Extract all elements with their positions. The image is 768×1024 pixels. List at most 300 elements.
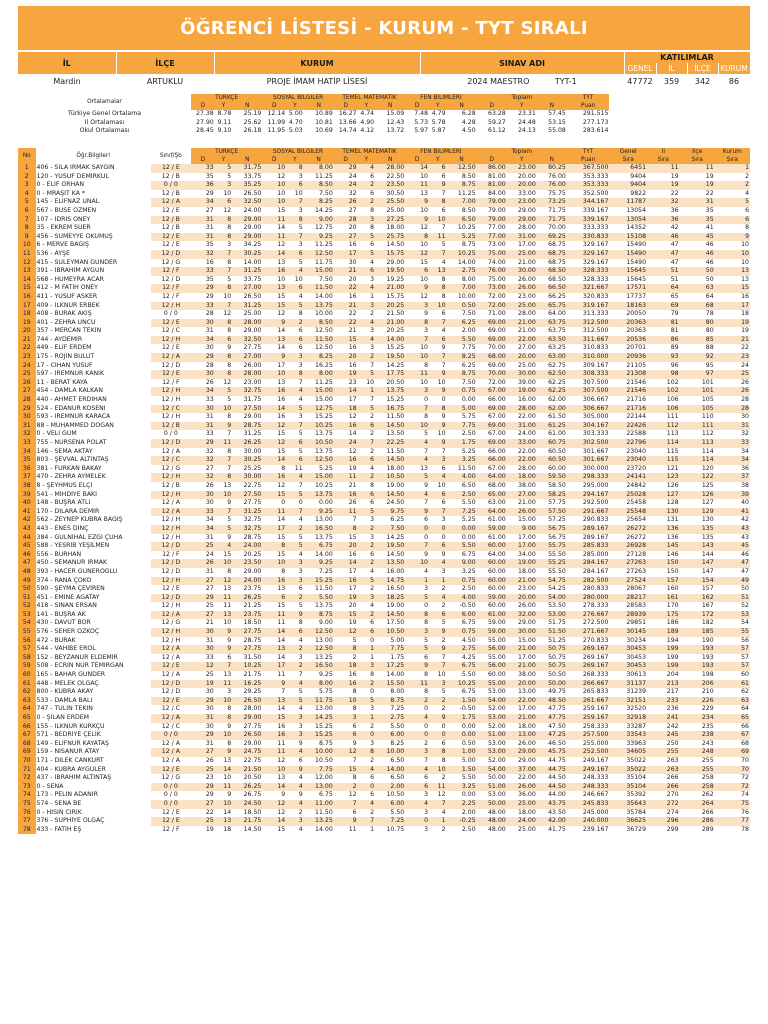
cell-value: 19.50: [375, 542, 405, 551]
cell-value: 111: [647, 413, 680, 422]
cell-value: 1: [405, 577, 429, 586]
table-row: [18, 551, 750, 560]
cell-value: 11: [215, 680, 233, 689]
cell-value: 14: [215, 809, 233, 818]
cell-value: 21.50: [375, 310, 405, 319]
avg-col-header: D: [405, 102, 429, 110]
cell-value: 18: [334, 405, 358, 414]
cell-value: 20.50: [375, 379, 405, 388]
cell-value: 269.167: [567, 654, 610, 663]
student-name: 418 - SİNAN ERSAN: [36, 602, 97, 610]
cell-value: 28: [715, 405, 750, 414]
cell-value: 4: [358, 284, 376, 293]
cell-value: 2: [358, 680, 376, 689]
class-section: 12 / A: [151, 198, 191, 207]
cell-value: 20.50: [232, 774, 262, 783]
student-name: 0 - SENA: [36, 782, 64, 790]
table-col-header: Y: [215, 156, 233, 164]
cell-value: 21: [334, 302, 358, 311]
cell-value: 35: [191, 241, 215, 250]
student-name: 0 - MRAŞİT KA *: [36, 189, 85, 197]
average-value: 61.12: [477, 127, 507, 136]
cell-value: 50.75: [537, 654, 567, 663]
cell-value: 28217: [609, 594, 647, 603]
cell-value: 53.00: [477, 688, 507, 697]
cell-value: 8: [215, 714, 233, 723]
cell-value: 8: [334, 688, 358, 697]
cell-value: 17737: [609, 293, 647, 302]
cell-value: 7: [405, 448, 429, 457]
cell-value: 102: [647, 379, 680, 388]
cell-value: 2: [358, 542, 376, 551]
class-section: 12 / A: [151, 714, 191, 723]
cell-value: 61.00: [477, 611, 507, 620]
cell-value: 30: [191, 370, 215, 379]
row-number: 11: [18, 250, 36, 259]
cell-value: 105: [680, 396, 715, 405]
cell-value: 76: [715, 809, 750, 818]
cell-value: 56.75: [537, 534, 567, 543]
student-name: 449 - ELİF ERDEM: [36, 344, 92, 352]
cell-value: 145: [647, 542, 680, 551]
cell-value: 10: [429, 302, 447, 311]
cell-value: 74: [715, 791, 750, 800]
student-name: 574 - SENA BE: [36, 799, 82, 807]
table-group-header: Genel: [609, 148, 647, 156]
cell-value: 7.25: [304, 568, 334, 577]
cell-value: 33: [191, 267, 215, 276]
avg-col-header: N: [447, 102, 477, 110]
cell-value: 60.00: [537, 465, 567, 474]
cell-value: 58.50: [537, 482, 567, 491]
cell-value: 4: [715, 190, 750, 199]
row-number: 21: [18, 336, 36, 345]
cell-value: 77.00: [477, 224, 507, 233]
cell-value: 30: [334, 259, 358, 268]
cell-value: 10: [405, 559, 429, 568]
student-name: 376 - SÜPHİYE OLGAÇ: [36, 817, 105, 825]
cell-value: 233: [647, 697, 680, 706]
cell-value: 24.50: [375, 499, 405, 508]
cell-value: 115: [647, 448, 680, 457]
cell-value: 5: [429, 688, 447, 697]
cell-value: 1.50: [447, 697, 477, 706]
cell-value: 248.333: [567, 774, 610, 783]
cell-value: 46: [647, 233, 680, 242]
cell-value: 6: [286, 284, 304, 293]
cell-value: 0.50: [447, 302, 477, 311]
cell-value: 0: [358, 688, 376, 697]
table-row: [18, 456, 750, 465]
row-number: 63: [18, 697, 36, 706]
cell-value: 28.75: [232, 534, 262, 543]
cell-value: 25.00: [507, 250, 537, 259]
cell-value: 22.00: [507, 336, 537, 345]
table-col-header: N: [304, 156, 334, 164]
cell-value: 6: [429, 740, 447, 749]
katilimlar-header: KATILIMLAR: [624, 52, 750, 63]
cell-value: 24.00: [232, 207, 262, 216]
cell-value: 10: [715, 241, 750, 250]
cell-value: 300.000: [567, 465, 610, 474]
cell-value: 16: [334, 362, 358, 371]
cell-value: 114: [680, 456, 715, 465]
student-name: 384 - GÜLNİHAL EZGİ ÇUHA: [36, 533, 123, 541]
cell-value: 4: [286, 800, 304, 809]
cell-value: 6: [405, 267, 429, 276]
cell-value: 60.00: [477, 671, 507, 680]
student-name: 744 - AYDEMİR: [36, 335, 83, 343]
class-section: 12 / H: [151, 602, 191, 611]
cell-value: 26.00: [507, 783, 537, 792]
cell-value: 12: [215, 310, 233, 319]
cell-value: 68: [680, 302, 715, 311]
cell-value: 7: [429, 662, 447, 671]
cell-value: 14: [215, 766, 233, 775]
cell-value: 10.75: [375, 826, 405, 835]
cell-value: 102: [647, 387, 680, 396]
cell-value: 28: [334, 216, 358, 225]
cell-value: 0: [429, 723, 447, 732]
cell-value: 2.50: [447, 491, 477, 500]
cell-value: 2: [358, 181, 376, 190]
cell-value: 21308: [609, 370, 647, 379]
cell-value: 7: [429, 448, 447, 457]
cell-value: 10.25: [232, 662, 262, 671]
cell-value: 7: [286, 482, 304, 491]
cell-value: 48.50: [537, 697, 567, 706]
cell-value: 296: [647, 817, 680, 826]
cell-value: 51: [647, 276, 680, 285]
cell-value: 10: [262, 276, 286, 285]
cell-value: 34: [715, 448, 750, 457]
cell-value: 129: [680, 508, 715, 517]
cell-value: 5: [215, 396, 233, 405]
cell-value: 3: [215, 688, 233, 697]
cell-value: 19.00: [507, 559, 537, 568]
row-number: 23: [18, 353, 36, 362]
cell-value: 48.00: [477, 817, 507, 826]
table-row: [18, 619, 750, 628]
average-value: 59.27: [477, 119, 507, 128]
cell-value: 31.75: [232, 396, 262, 405]
cell-value: 9.75: [375, 508, 405, 517]
cell-value: 21.00: [507, 577, 537, 586]
cell-value: 41: [715, 508, 750, 517]
cell-value: 56.00: [477, 662, 507, 671]
table-row: [18, 757, 750, 766]
cell-value: 18: [715, 310, 750, 319]
class-section: 12 / A: [151, 611, 191, 620]
cell-value: 10: [405, 422, 429, 431]
cell-value: 23: [334, 379, 358, 388]
cell-value: 157: [680, 585, 715, 594]
row-number: 69: [18, 748, 36, 757]
cell-value: 17: [262, 525, 286, 534]
cell-value: 15.00: [304, 396, 334, 405]
cell-value: 33.00: [507, 190, 537, 199]
cell-value: 210: [680, 688, 715, 697]
student-name: 412 - M FATİH ÖNEY: [36, 284, 98, 292]
cell-value: 20.00: [507, 173, 537, 182]
cell-value: 8.75: [304, 740, 334, 749]
cell-value: 31: [191, 216, 215, 225]
cell-value: 66.00: [477, 456, 507, 465]
cell-value: 23720: [609, 465, 647, 474]
table-col-header: Y: [507, 156, 537, 164]
cell-value: 18.00: [375, 224, 405, 233]
cell-value: 68.75: [537, 250, 567, 259]
cell-value: 29: [191, 783, 215, 792]
cell-value: 12: [262, 800, 286, 809]
cell-value: 31: [191, 422, 215, 431]
exam-info-header: [18, 52, 751, 88]
class-section: 12 / A: [151, 757, 191, 766]
cell-value: 28.00: [232, 319, 262, 328]
cell-value: 26.25: [232, 594, 262, 603]
cell-value: 3: [405, 748, 429, 757]
cell-value: 3: [405, 809, 429, 818]
cell-value: 52: [715, 602, 750, 611]
cell-value: 7.50: [304, 276, 334, 285]
cell-value: 24141: [609, 473, 647, 482]
cell-value: 8: [405, 362, 429, 371]
cell-value: 8: [215, 284, 233, 293]
cell-value: 9: [405, 551, 429, 560]
student-name: 588 - YESRİB YEŞİLMEN: [36, 542, 110, 550]
cell-value: 11: [405, 181, 429, 190]
cell-value: 22.00: [507, 413, 537, 422]
cell-value: 147: [680, 568, 715, 577]
cell-value: 0: [358, 637, 376, 646]
cell-value: 147: [680, 559, 715, 568]
cell-value: 42.00: [537, 817, 567, 826]
cell-value: 11: [215, 439, 233, 448]
cell-value: 28.00: [507, 224, 537, 233]
cell-value: 185: [680, 628, 715, 637]
cell-value: 10: [262, 198, 286, 207]
cell-value: 305.000: [567, 413, 610, 422]
cell-value: 27: [191, 611, 215, 620]
cell-value: 65.00: [477, 491, 507, 500]
cell-value: 30: [191, 645, 215, 654]
cell-value: 6.25: [447, 319, 477, 328]
cell-value: 25: [191, 817, 215, 826]
table-row: [18, 405, 750, 414]
cell-value: 72.00: [477, 302, 507, 311]
cell-value: 6: [286, 250, 304, 259]
class-section: 12 / B: [151, 224, 191, 233]
table-col-header: Sıra: [680, 156, 715, 164]
cell-value: 10: [262, 559, 286, 568]
cell-value: 234: [680, 714, 715, 723]
cell-value: 31.25: [232, 508, 262, 517]
class-section: 12 / D: [151, 362, 191, 371]
cell-value: 35022: [609, 766, 647, 775]
cell-value: 9: [215, 723, 233, 732]
row-number: 52: [18, 602, 36, 611]
cell-value: 15.75: [375, 250, 405, 259]
cell-value: 22.00: [507, 456, 537, 465]
cell-value: 69.00: [477, 362, 507, 371]
cell-value: 8: [405, 413, 429, 422]
cell-value: 30145: [609, 628, 647, 637]
table-row: [18, 250, 750, 259]
cell-value: 249.167: [567, 766, 610, 775]
cell-value: 258: [680, 774, 715, 783]
cell-value: 28.00: [232, 705, 262, 714]
table-row: [18, 336, 750, 345]
cell-value: 243: [680, 740, 715, 749]
row-number: 27: [18, 387, 36, 396]
table-row: [18, 826, 750, 835]
cell-value: 11.50: [304, 284, 334, 293]
cell-value: 46.50: [537, 740, 567, 749]
cell-value: 289.167: [567, 534, 610, 543]
avg-col-header: Y: [286, 102, 304, 110]
cell-value: 9: [405, 198, 429, 207]
cell-value: 60.00: [477, 568, 507, 577]
cell-value: 284.167: [567, 559, 610, 568]
cell-value: 20701: [609, 344, 647, 353]
cell-value: 15: [262, 207, 286, 216]
cell-value: 284.167: [567, 568, 610, 577]
cell-value: 115: [647, 456, 680, 465]
cell-value: 21: [334, 267, 358, 276]
cell-value: 3: [405, 628, 429, 637]
cell-value: 33287: [609, 723, 647, 732]
cell-value: 8: [262, 465, 286, 474]
cell-value: 25028: [609, 491, 647, 500]
cell-value: 193: [680, 654, 715, 663]
cell-value: 9.00: [304, 216, 334, 225]
cell-value: 7: [429, 190, 447, 199]
cell-value: 2: [286, 662, 304, 671]
cell-value: 10: [405, 344, 429, 353]
student-name: 17 - CİHAN YUSUF: [36, 361, 93, 369]
col-header-student: Öğr.Bilgileri: [36, 148, 151, 164]
cell-value: 57.25: [537, 516, 567, 525]
cell-value: 6.25: [447, 362, 477, 371]
cell-value: 22: [334, 319, 358, 328]
cell-value: 20536: [609, 336, 647, 345]
cell-value: 0.75: [447, 628, 477, 637]
cell-value: 10.25: [447, 250, 477, 259]
cell-value: 5.50: [447, 774, 477, 783]
cell-value: 33: [191, 396, 215, 405]
cell-value: 50.75: [537, 662, 567, 671]
cell-value: 24: [334, 181, 358, 190]
cell-value: 32: [191, 250, 215, 259]
cell-value: 2: [715, 181, 750, 190]
class-section: 12 / G: [151, 259, 191, 268]
cell-value: 81.00: [477, 173, 507, 182]
cell-value: 21105: [609, 362, 647, 371]
class-section: 12 / G: [151, 465, 191, 474]
cell-value: 289: [680, 826, 715, 835]
cell-value: 31.75: [232, 164, 262, 173]
cell-value: 0.00: [304, 499, 334, 508]
cell-value: 3: [334, 714, 358, 723]
cell-value: 4: [286, 705, 304, 714]
sinav-adi-header: SINAV ADI: [420, 52, 624, 74]
cell-value: 32918: [609, 714, 647, 723]
cell-value: 9: [334, 740, 358, 749]
cell-value: 12: [215, 577, 233, 586]
cell-value: 120: [680, 465, 715, 474]
cell-value: 2: [429, 774, 447, 783]
cell-value: 6: [286, 181, 304, 190]
cell-value: 57: [715, 654, 750, 663]
cell-value: 3: [429, 516, 447, 525]
table-row: [18, 293, 750, 302]
cell-value: 13: [262, 379, 286, 388]
cell-value: 47: [647, 259, 680, 268]
cell-value: 2: [358, 473, 376, 482]
cell-value: 15: [262, 293, 286, 302]
sinav-type: TYT-1: [554, 76, 577, 86]
cell-value: 30: [191, 344, 215, 353]
cell-value: 12.50: [304, 456, 334, 465]
row-number: 50: [18, 585, 36, 594]
table-col-header: N: [375, 156, 405, 164]
cell-value: 46: [680, 250, 715, 259]
cell-value: 280.000: [567, 594, 610, 603]
cell-value: 62.25: [537, 387, 567, 396]
cell-value: 11: [215, 594, 233, 603]
cell-value: 26.25: [232, 439, 262, 448]
class-section: 12 / D: [151, 559, 191, 568]
cell-value: 10: [215, 559, 233, 568]
cell-value: 10: [715, 250, 750, 259]
cell-value: 238: [680, 731, 715, 740]
cell-value: 25.00: [507, 302, 537, 311]
cell-value: 352.500: [567, 190, 610, 199]
cell-value: 10: [215, 697, 233, 706]
cell-value: 5.50: [447, 671, 477, 680]
row-number: 75: [18, 800, 36, 809]
cell-value: 8: [429, 405, 447, 414]
cell-value: 143: [680, 542, 715, 551]
cell-value: 75: [715, 800, 750, 809]
cell-value: 43: [715, 534, 750, 543]
cell-value: 9: [429, 551, 447, 560]
cell-value: 6: [429, 499, 447, 508]
cell-value: 22: [334, 310, 358, 319]
cell-value: 21.50: [232, 766, 262, 775]
cell-value: 26.75: [232, 791, 262, 800]
cell-value: 2: [405, 697, 429, 706]
cell-value: 30.50: [375, 190, 405, 199]
student-name: 803 - ŞEVVAL ALTINTAŞ: [36, 456, 109, 464]
cell-value: 6: [429, 542, 447, 551]
cell-value: 1: [358, 826, 376, 835]
cell-value: 36: [191, 181, 215, 190]
cell-value: 16: [334, 293, 358, 302]
cell-value: 9: [334, 817, 358, 826]
cell-value: 259.167: [567, 714, 610, 723]
cell-value: 6: [715, 216, 750, 225]
cell-value: 21.00: [507, 259, 537, 268]
cell-value: -0.25: [447, 817, 477, 826]
cell-value: 11: [334, 508, 358, 517]
col-header-no: No: [18, 148, 36, 164]
cell-value: 229: [680, 705, 715, 714]
cell-value: 29: [191, 594, 215, 603]
cell-value: 262: [680, 791, 715, 800]
cell-value: 2: [429, 826, 447, 835]
average-value: 4.90: [358, 119, 376, 128]
